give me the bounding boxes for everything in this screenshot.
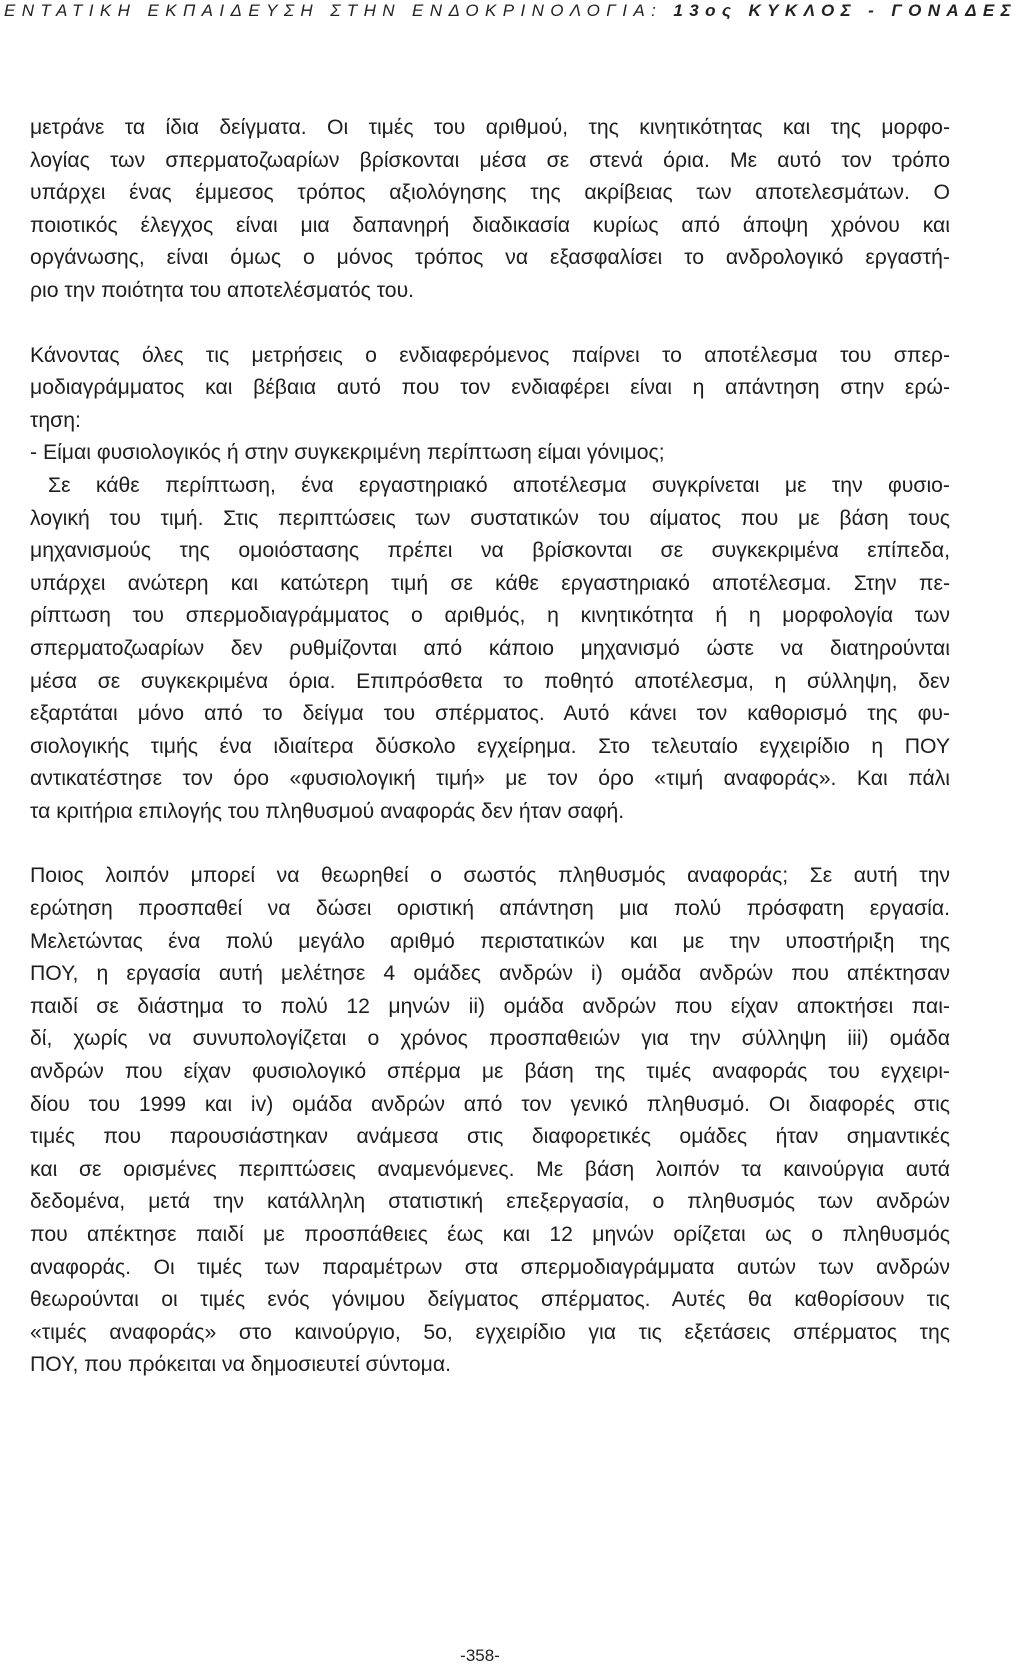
text-line: και σε ορισμένες περιπτώσεις αναμενόμενες. Με βάση λοιπόν τα καινούργια αυτά bbox=[30, 1157, 950, 1181]
text-line: λογική του τιμή. Στις περιπτώσεις των συστατικών του αίματος που με βάση τους bbox=[30, 506, 950, 530]
text-line: δίου του 1999 και iv) ομάδα ανδρών από τον γενικό πληθυσμό. Οι διαφορές στις bbox=[30, 1092, 950, 1116]
text-line: τιμές που παρουσιάστηκαν ανάμεσα στις διαφορετικές ομάδες ήταν σημαντικές bbox=[30, 1125, 950, 1149]
body-text bbox=[30, 112, 950, 1382]
text-line: παιδί σε διάστημα το πολύ 12 μηνών ii) ομάδα ανδρών που είχαν αποκτήσει παι- bbox=[30, 994, 950, 1018]
text-line: θεωρούνται οι τιμές ενός γόνιμου δείγματος σπέρματος. Αυτές θα καθορίσουν τις bbox=[30, 1288, 950, 1312]
text-line: τηση: bbox=[30, 408, 81, 432]
text-line: αναφοράς. Οι τιμές των παραμέτρων στα σπερμοδιαγράμματα αυτών των ανδρών bbox=[30, 1255, 950, 1279]
text-line: σιολογικής τιμής ένα ιδιαίτερα δύσκολο εγχείρημα. Στο τελευταίο εγχειρίδιο η ΠΟΥ bbox=[30, 734, 950, 758]
running-header bbox=[4, 0, 1017, 22]
text-line: ποιοτικός έλεγχος είναι μια δαπανηρή διαδικασία κυρίως από άποψη χρόνου και bbox=[30, 213, 950, 237]
text-line: ριο την ποιότητα του αποτελέσματός του. bbox=[30, 278, 415, 302]
paragraph-quality-control bbox=[30, 112, 950, 308]
text-line: ΠΟΥ, η εργασία αυτή μελέτησε 4 ομάδες ανδρών i) ομάδα ανδρών που απέκτησαν bbox=[30, 962, 950, 986]
text-line: που απέκτησε παιδί με προσπάθειες έως και 12 μηνών ορίζεται ως ο πληθυσμός bbox=[30, 1223, 950, 1246]
text-line: οργάνωσης, είναι όμως ο μόνος τρόπος να εξασφαλίσει το ανδρολογικό εργαστή- bbox=[30, 246, 950, 270]
text-line: μέσα σε συγκεκριμένα όρια. Επιπρόσθετα το ποθητό αποτέλεσμα, η σύλληψη, δεν bbox=[30, 669, 950, 693]
paragraph-reference-population bbox=[30, 860, 950, 1382]
text-line: Σε κάθε περίπτωση, ένα εργαστηριακό αποτέλεσμα συγκρίνεται με την φυσιο- bbox=[48, 473, 950, 497]
text-line: Μελετώντας ένα πολύ μεγάλο αριθμό περιστατικών και με την υποστήριξη της bbox=[30, 929, 950, 953]
paragraph-gap bbox=[30, 308, 950, 340]
text-line: ερώτηση προσπαθεί να δώσει οριστική απάντηση μια πολύ πρόσφατη εργασία. bbox=[30, 897, 950, 921]
running-header-title: ΕΝΤΑΤΙΚΗ ΕΚΠΑΙΔΕΥΣΗ ΣΤΗΝ ΕΝΔΟΚΡΙΝΟΛΟΓΙΑ: bbox=[4, 1, 674, 20]
text-line: μοδιαγράμματος και βέβαια αυτό που τον ενδιαφέρει είναι η απάντηση στην ερώ- bbox=[30, 376, 950, 400]
text-line: Κάνοντας όλες τις μετρήσεις ο ενδιαφερόμενος παίρνει το αποτέλεσμα του σπερ- bbox=[30, 343, 950, 367]
text-line: υπάρχει ανώτερη και κατώτερη τιμή σε κάθε εργαστηριακό αποτέλεσμα. Στην πε- bbox=[30, 571, 950, 595]
text-line: λογίας των σπερματοζωαρίων βρίσκονται μέσα σε στενά όρια. Με αυτό τον τρόπο bbox=[30, 148, 950, 172]
text-line: υπάρχει ένας έμμεσος τρόπος αξιολόγησης της ακρίβειας των αποτελεσμάτων. Ο bbox=[30, 181, 950, 205]
paragraph-normal-values bbox=[30, 340, 950, 829]
text-line: ρίπτωση του σπερμοδιαγράμματος ο αριθμός, η κινητικότητα ή η μορφολογία των bbox=[30, 604, 950, 628]
text-line: δί, χωρίς να συνυπολογίζεται ο χρόνος προσπαθειών για την σύλληψη iii) ομάδα bbox=[30, 1027, 950, 1051]
text-line: μηχανισμούς της ομοιόστασης πρέπει να βρίσκονται σε συγκεκριμένα επίπεδα, bbox=[30, 539, 950, 563]
text-line: - Είμαι φυσιολογικός ή στην συγκεκριμένη περίπτωση είμαι γόνιμος; bbox=[30, 441, 665, 465]
text-line: εξαρτάται μόνο από το δείγμα του σπέρματος. Αυτό κάνει τον καθορισμό της φυ- bbox=[30, 702, 950, 726]
text-line: τα κριτήρια επιλογής του πληθυσμού αναφοράς δεν ήταν σαφή. bbox=[30, 799, 625, 823]
text-line: δεδομένα, μετά την κατάλληλη στατιστική επεξεργασία, ο πληθυσμός των ανδρών bbox=[30, 1190, 950, 1214]
text-line: αντικατέστησε τον όρο «φυσιολογική τιμή» με τον όρο «τιμή αναφοράς». Και πάλι bbox=[30, 767, 950, 791]
text-line: ΠΟΥ, που πρόκειται να δημοσιευτεί σύντομα. bbox=[30, 1353, 451, 1377]
text-line: «τιμές αναφοράς» στο καινούργιο, 5ο, εγχειρίδιο για τις εξετάσεις σπέρματος της bbox=[30, 1320, 950, 1344]
page-number: -358- bbox=[460, 1646, 500, 1665]
text-line: μετράνε τα ίδια δείγματα. Οι τιμές του αριθμού, της κινητικότητας και της μορφο- bbox=[30, 116, 950, 139]
text-line: Ποιος λοιπόν μπορεί να θεωρηθεί ο σωστός πληθυσμός αναφοράς; Σε αυτή την bbox=[30, 864, 950, 888]
running-header-cycle: 13ος ΚΥΚΛΟΣ - ΓΟΝΑΔΕΣ bbox=[673, 1, 1017, 20]
text-line: ανδρών που είχαν φυσιολογικό σπέρμα με βάση της τιμές αναφοράς του εγχειρι- bbox=[30, 1060, 950, 1084]
paragraph-gap bbox=[30, 828, 950, 860]
text-line: σπερματοζωαρίων δεν ρυθμίζονται από κάποιο μηχανισμό ώστε να διατηρούνται bbox=[30, 636, 950, 660]
